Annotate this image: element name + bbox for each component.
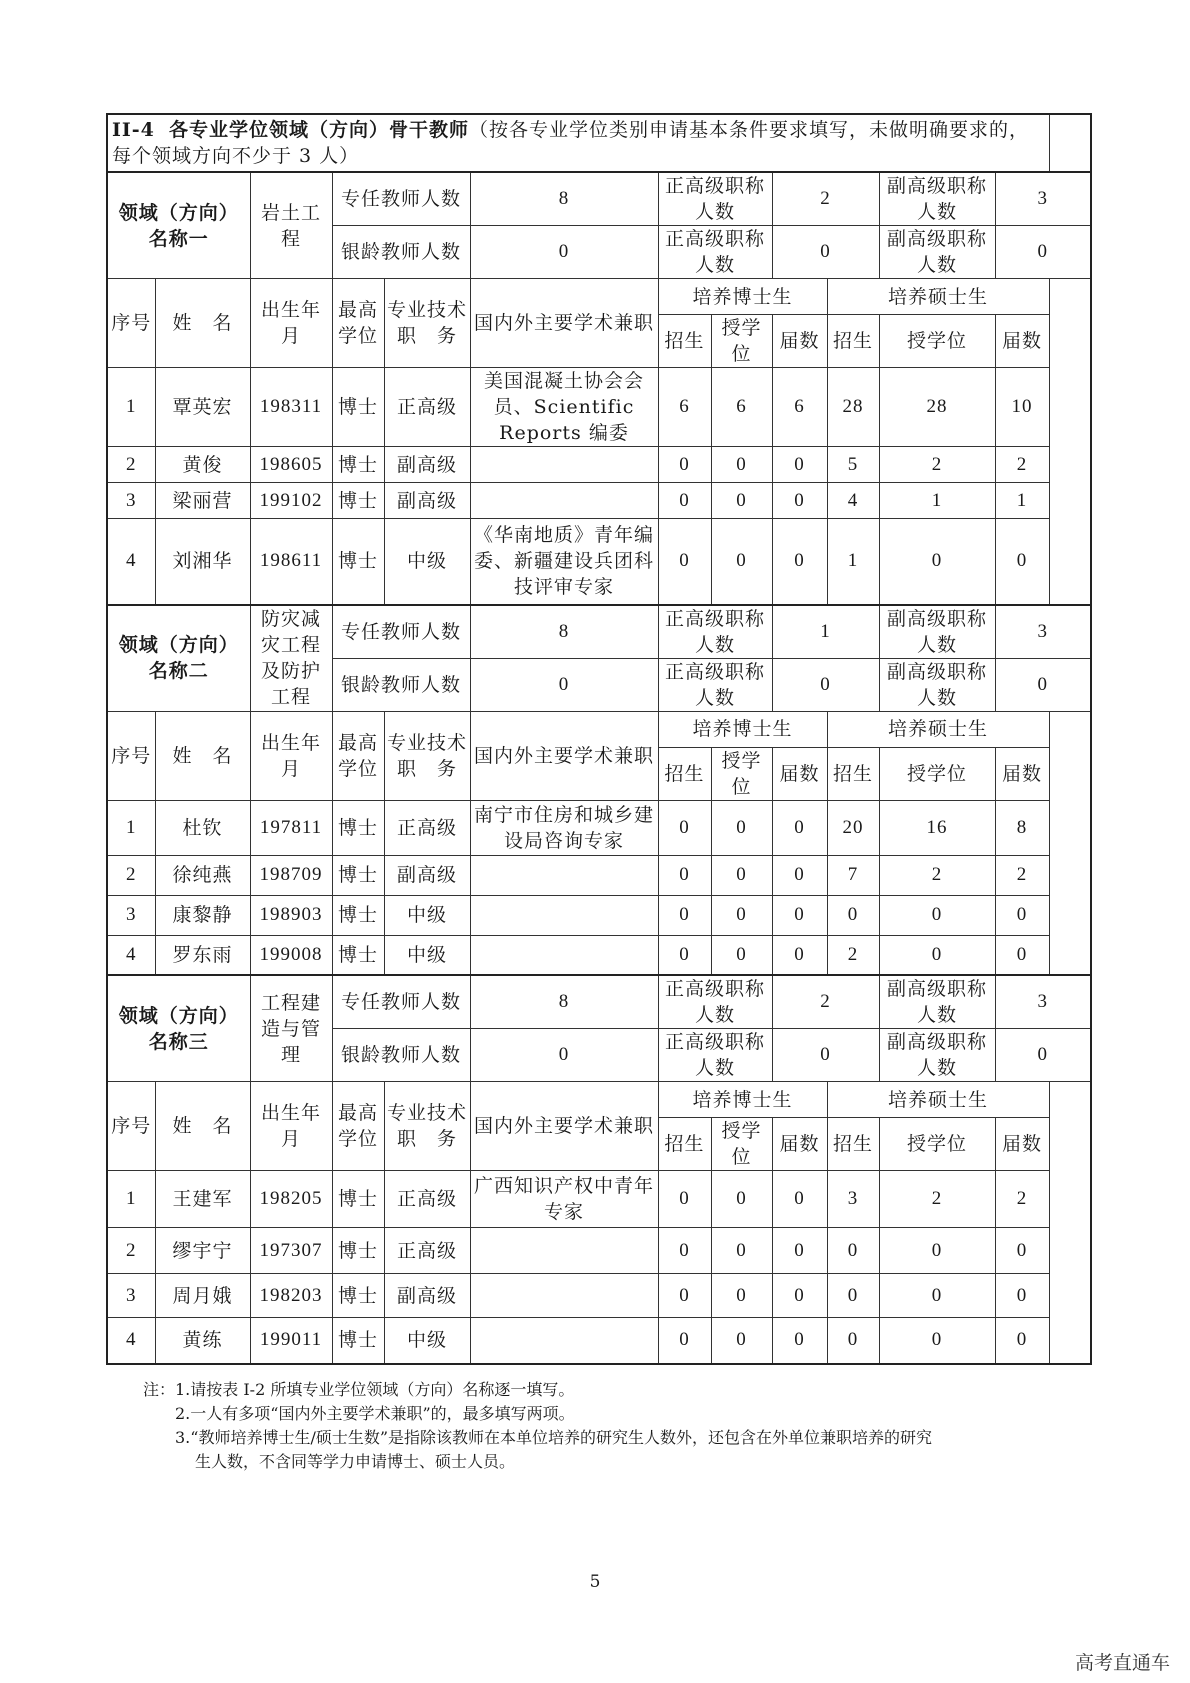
master-award: 0 (879, 1318, 995, 1364)
phd-award: 0 (711, 895, 772, 935)
teacher-posts: 南宁市住房和城乡建设局咨询专家 (470, 800, 658, 855)
phd-enroll: 0 (658, 1228, 711, 1274)
full-time-count: 8 (470, 605, 658, 659)
deputy-count: 3 (995, 975, 1091, 1029)
master-enroll: 7 (827, 855, 879, 895)
col-degree-header: 最高学位 (332, 1082, 384, 1171)
teacher-title: 中级 (384, 935, 470, 975)
master-enroll: 28 (827, 368, 879, 447)
full-time-count: 8 (470, 172, 658, 226)
silver-deputy-count: 0 (995, 658, 1091, 711)
teacher-title: 中级 (384, 895, 470, 935)
teacher-title: 正高级 (384, 1171, 470, 1228)
senior-label: 正高级职称人数 (658, 226, 772, 279)
teacher-degree: 博士 (332, 895, 384, 935)
phd-cohorts: 0 (772, 895, 827, 935)
phd-award: 0 (711, 1228, 772, 1274)
teacher-row (107, 800, 1091, 855)
teacher-row (107, 368, 1091, 447)
full-time-label: 专任教师人数 (332, 172, 470, 226)
phd-cohorts: 0 (772, 855, 827, 895)
silver-count: 0 (470, 658, 658, 711)
field-name: 岩土工程 (250, 172, 332, 279)
col-name-header: 姓 名 (155, 279, 250, 368)
document-page (106, 113, 1092, 1365)
col-posts-header: 国内外主要学术兼职 (470, 711, 658, 800)
phd-enroll: 0 (658, 800, 711, 855)
teacher-degree: 博士 (332, 1228, 384, 1274)
column-header-row (107, 279, 1091, 315)
phd-enroll: 6 (658, 368, 711, 447)
teacher-row (107, 935, 1091, 975)
teacher-posts (470, 1318, 658, 1364)
phd-enroll-header: 招生 (658, 1118, 711, 1171)
senior-label: 正高级职称人数 (658, 172, 772, 226)
field-label: 领域（方向）名称一 (107, 172, 250, 279)
full-time-label: 专任教师人数 (332, 605, 470, 659)
col-no-header: 序号 (107, 279, 155, 368)
master-cohorts: 2 (995, 447, 1049, 483)
teacher-title: 正高级 (384, 1228, 470, 1274)
deputy-label: 副高级职称人数 (879, 605, 995, 659)
full-time-label: 专任教师人数 (332, 975, 470, 1029)
teacher-birth: 198611 (250, 519, 332, 605)
phd-award: 0 (711, 483, 772, 519)
phd-enroll: 0 (658, 483, 711, 519)
teacher-no: 2 (107, 1228, 155, 1274)
teacher-row (107, 855, 1091, 895)
master-award: 0 (879, 935, 995, 975)
silver-senior-count: 0 (772, 226, 879, 279)
teacher-no: 2 (107, 447, 155, 483)
silver-label: 银龄教师人数 (332, 226, 470, 279)
teacher-title: 副高级 (384, 1274, 470, 1318)
phd-award: 0 (711, 855, 772, 895)
teacher-row (107, 1274, 1091, 1318)
phd-award: 0 (711, 1274, 772, 1318)
phd-cohorts: 0 (772, 519, 827, 605)
master-enroll: 0 (827, 895, 879, 935)
phd-cohorts: 6 (772, 368, 827, 447)
teacher-no: 4 (107, 935, 155, 975)
master-cohorts: 0 (995, 1318, 1049, 1364)
teacher-name: 黄练 (155, 1318, 250, 1364)
field-label: 领域（方向）名称二 (107, 605, 250, 712)
phd-enroll: 0 (658, 519, 711, 605)
senior-count: 2 (772, 172, 879, 226)
master-enroll: 3 (827, 1171, 879, 1228)
master-award-header: 授学位 (879, 315, 995, 368)
teacher-title: 副高级 (384, 855, 470, 895)
senior-label: 正高级职称人数 (658, 658, 772, 711)
deputy-label: 副高级职称人数 (879, 1029, 995, 1082)
senior-label: 正高级职称人数 (658, 1029, 772, 1082)
teacher-birth: 199102 (250, 483, 332, 519)
master-enroll: 5 (827, 447, 879, 483)
teacher-birth: 198311 (250, 368, 332, 447)
col-posts-header: 国内外主要学术兼职 (470, 279, 658, 368)
phd-enroll: 0 (658, 1318, 711, 1364)
teacher-degree: 博士 (332, 935, 384, 975)
teacher-degree: 博士 (332, 368, 384, 447)
teacher-posts (470, 483, 658, 519)
col-no-header: 序号 (107, 1082, 155, 1171)
teacher-posts (470, 855, 658, 895)
silver-deputy-count: 0 (995, 226, 1091, 279)
teacher-posts (470, 447, 658, 483)
teacher-posts: 美国混凝土协会会员、Scientific Reports 编委 (470, 368, 658, 447)
master-enroll: 0 (827, 1228, 879, 1274)
backbone-teacher-table (106, 113, 1092, 1365)
master-award-header: 授学位 (879, 747, 995, 800)
teacher-posts (470, 935, 658, 975)
senior-label: 正高级职称人数 (658, 605, 772, 659)
master-award: 16 (879, 800, 995, 855)
watermark: 高考直通车 (1074, 1652, 1170, 1674)
field-info-row (107, 605, 1091, 659)
teacher-no: 3 (107, 483, 155, 519)
phd-award: 0 (711, 800, 772, 855)
phd-cohorts-header: 届数 (772, 747, 827, 800)
phd-award: 0 (711, 519, 772, 605)
master-award: 0 (879, 895, 995, 935)
teacher-posts: 广西知识产权中青年专家 (470, 1171, 658, 1228)
phd-enroll: 0 (658, 1171, 711, 1228)
col-no-header: 序号 (107, 711, 155, 800)
col-birth-header: 出生年月 (250, 1082, 332, 1171)
col-posts-header: 国内外主要学术兼职 (470, 1082, 658, 1171)
teacher-name: 黄俊 (155, 447, 250, 483)
teacher-row (107, 895, 1091, 935)
master-header: 培养硕士生 (827, 279, 1049, 315)
teacher-row (107, 483, 1091, 519)
full-time-count: 8 (470, 975, 658, 1029)
phd-cohorts: 0 (772, 1171, 827, 1228)
phd-cohorts: 0 (772, 800, 827, 855)
col-name-header: 姓 名 (155, 711, 250, 800)
teacher-birth: 199011 (250, 1318, 332, 1364)
master-cohorts: 0 (995, 935, 1049, 975)
col-degree-header: 最高学位 (332, 279, 384, 368)
teacher-degree: 博士 (332, 1274, 384, 1318)
teacher-posts (470, 895, 658, 935)
master-cohorts-header: 届数 (995, 315, 1049, 368)
field-name: 防灾减灾工程及防护工程 (250, 605, 332, 712)
teacher-name: 杜钦 (155, 800, 250, 855)
teacher-row (107, 519, 1091, 605)
silver-senior-count: 0 (772, 1029, 879, 1082)
teacher-title: 正高级 (384, 800, 470, 855)
silver-count: 0 (470, 226, 658, 279)
teacher-degree: 博士 (332, 519, 384, 605)
teacher-no: 1 (107, 1171, 155, 1228)
master-enroll: 4 (827, 483, 879, 519)
teacher-name: 梁丽营 (155, 483, 250, 519)
col-birth-header: 出生年月 (250, 279, 332, 368)
column-header-row (107, 711, 1091, 747)
phd-award-header: 授学位 (711, 1118, 772, 1171)
teacher-birth: 198203 (250, 1274, 332, 1318)
master-enroll: 0 (827, 1274, 879, 1318)
column-header-row (107, 1082, 1091, 1118)
master-award: 1 (879, 483, 995, 519)
master-header: 培养硕士生 (827, 711, 1049, 747)
phd-enroll: 0 (658, 1274, 711, 1318)
master-cohorts: 2 (995, 1171, 1049, 1228)
deputy-label: 副高级职称人数 (879, 975, 995, 1029)
teacher-no: 1 (107, 368, 155, 447)
teacher-name: 缪宇宁 (155, 1228, 250, 1274)
teacher-no: 4 (107, 1318, 155, 1364)
teacher-posts (470, 1274, 658, 1318)
col-title-header: 专业技术职 务 (384, 711, 470, 800)
master-award: 28 (879, 368, 995, 447)
page-number: 5 (589, 1572, 601, 1592)
master-award-header: 授学位 (879, 1118, 995, 1171)
master-cohorts: 0 (995, 895, 1049, 935)
teacher-title: 中级 (384, 519, 470, 605)
col-degree-header: 最高学位 (332, 711, 384, 800)
phd-header: 培养博士生 (658, 279, 827, 315)
deputy-count: 3 (995, 605, 1091, 659)
col-title-header: 专业技术职 务 (384, 1082, 470, 1171)
phd-enroll-header: 招生 (658, 747, 711, 800)
phd-enroll: 0 (658, 447, 711, 483)
phd-cohorts-header: 届数 (772, 315, 827, 368)
teacher-name: 刘湘华 (155, 519, 250, 605)
master-enroll: 0 (827, 1318, 879, 1364)
senior-label: 正高级职称人数 (658, 975, 772, 1029)
teacher-birth: 198205 (250, 1171, 332, 1228)
note-2: 2.一人有多项“国内外主要学术兼职”的，最多填写两项。 (175, 1404, 575, 1423)
master-cohorts: 10 (995, 368, 1049, 447)
master-award: 0 (879, 1228, 995, 1274)
master-cohorts: 8 (995, 800, 1049, 855)
phd-header: 培养博士生 (658, 711, 827, 747)
master-cohorts-header: 届数 (995, 1118, 1049, 1171)
teacher-name: 罗东雨 (155, 935, 250, 975)
senior-count: 1 (772, 605, 879, 659)
phd-header: 培养博士生 (658, 1082, 827, 1118)
master-cohorts: 2 (995, 855, 1049, 895)
teacher-row (107, 1171, 1091, 1228)
silver-senior-count: 0 (772, 658, 879, 711)
teacher-degree: 博士 (332, 1318, 384, 1364)
phd-cohorts-header: 届数 (772, 1118, 827, 1171)
phd-award: 0 (711, 935, 772, 975)
phd-cohorts: 0 (772, 1318, 827, 1364)
phd-award: 6 (711, 368, 772, 447)
master-cohorts: 1 (995, 483, 1049, 519)
phd-award-header: 授学位 (711, 747, 772, 800)
teacher-degree: 博士 (332, 855, 384, 895)
teacher-name: 王建军 (155, 1171, 250, 1228)
master-cohorts: 0 (995, 519, 1049, 605)
master-header: 培养硕士生 (827, 1082, 1049, 1118)
teacher-row (107, 1228, 1091, 1274)
col-birth-header: 出生年月 (250, 711, 332, 800)
teacher-row (107, 447, 1091, 483)
silver-count: 0 (470, 1029, 658, 1082)
footnotes (143, 1378, 1063, 1474)
phd-enroll: 0 (658, 855, 711, 895)
col-name-header: 姓 名 (155, 1082, 250, 1171)
teacher-title: 正高级 (384, 368, 470, 447)
section-title: 各专业学位领域（方向）骨干教师 (168, 119, 469, 141)
master-cohorts: 0 (995, 1274, 1049, 1318)
teacher-birth: 199008 (250, 935, 332, 975)
phd-award: 0 (711, 447, 772, 483)
teacher-name: 康黎静 (155, 895, 250, 935)
phd-cohorts: 0 (772, 447, 827, 483)
phd-award: 0 (711, 1318, 772, 1364)
note-3-cont: 生人数，不含同等学力申请博士、硕士人员。 (195, 1452, 516, 1471)
teacher-no: 3 (107, 1274, 155, 1318)
teacher-birth: 197811 (250, 800, 332, 855)
field-info-row (107, 172, 1091, 226)
master-cohorts: 0 (995, 1228, 1049, 1274)
master-award: 0 (879, 1274, 995, 1318)
teacher-row (107, 1318, 1091, 1364)
teacher-name: 周月娥 (155, 1274, 250, 1318)
teacher-title: 副高级 (384, 483, 470, 519)
teacher-birth: 198903 (250, 895, 332, 935)
phd-award-header: 授学位 (711, 315, 772, 368)
teacher-posts (470, 1228, 658, 1274)
phd-cohorts: 0 (772, 935, 827, 975)
master-award: 0 (879, 519, 995, 605)
teacher-title: 副高级 (384, 447, 470, 483)
field-info-row (107, 975, 1091, 1029)
section-header (107, 114, 1049, 172)
teacher-name: 覃英宏 (155, 368, 250, 447)
teacher-degree: 博士 (332, 1171, 384, 1228)
phd-enroll: 0 (658, 935, 711, 975)
teacher-birth: 198709 (250, 855, 332, 895)
deputy-label: 副高级职称人数 (879, 658, 995, 711)
master-enroll-header: 招生 (827, 315, 879, 368)
phd-cohorts: 0 (772, 1274, 827, 1318)
master-award: 2 (879, 855, 995, 895)
master-enroll: 2 (827, 935, 879, 975)
phd-enroll: 0 (658, 895, 711, 935)
field-label: 领域（方向）名称三 (107, 975, 250, 1082)
teacher-title: 中级 (384, 1318, 470, 1364)
deputy-label: 副高级职称人数 (879, 172, 995, 226)
master-enroll: 20 (827, 800, 879, 855)
teacher-birth: 198605 (250, 447, 332, 483)
teacher-name: 徐纯燕 (155, 855, 250, 895)
deputy-count: 3 (995, 172, 1091, 226)
master-enroll-header: 招生 (827, 747, 879, 800)
teacher-degree: 博士 (332, 447, 384, 483)
silver-label: 银龄教师人数 (332, 658, 470, 711)
master-award: 2 (879, 447, 995, 483)
phd-enroll-header: 招生 (658, 315, 711, 368)
teacher-no: 1 (107, 800, 155, 855)
teacher-degree: 博士 (332, 800, 384, 855)
field-name: 工程建造与管理 (250, 975, 332, 1082)
silver-deputy-count: 0 (995, 1029, 1091, 1082)
teacher-posts: 《华南地质》青年编委、新疆建设兵团科技评审专家 (470, 519, 658, 605)
note-1: 注：1.请按表 I-2 所填专业学位领域（方向）名称逐一填写。 (143, 1380, 575, 1399)
note-3: 3.“教师培养博士生/硕士生数”是指除该教师在本单位培养的研究生人数外，还包含在外单位兼职培养的研究 (175, 1428, 933, 1447)
master-enroll: 1 (827, 519, 879, 605)
teacher-no: 4 (107, 519, 155, 605)
phd-cohorts: 0 (772, 483, 827, 519)
teacher-no: 2 (107, 855, 155, 895)
master-enroll-header: 招生 (827, 1118, 879, 1171)
section-note: （按各专业学位类别申请基本条件要求填写，未做明确要求的，每个领域方向不少于 3 人） (112, 119, 1030, 167)
teacher-birth: 197307 (250, 1228, 332, 1274)
teacher-degree: 博士 (332, 483, 384, 519)
senior-count: 2 (772, 975, 879, 1029)
section-code: II-4 (112, 119, 155, 141)
master-award: 2 (879, 1171, 995, 1228)
phd-award: 0 (711, 1171, 772, 1228)
deputy-label: 副高级职称人数 (879, 226, 995, 279)
silver-label: 银龄教师人数 (332, 1029, 470, 1082)
phd-cohorts: 0 (772, 1228, 827, 1274)
col-title-header: 专业技术职 务 (384, 279, 470, 368)
teacher-no: 3 (107, 895, 155, 935)
master-cohorts-header: 届数 (995, 747, 1049, 800)
